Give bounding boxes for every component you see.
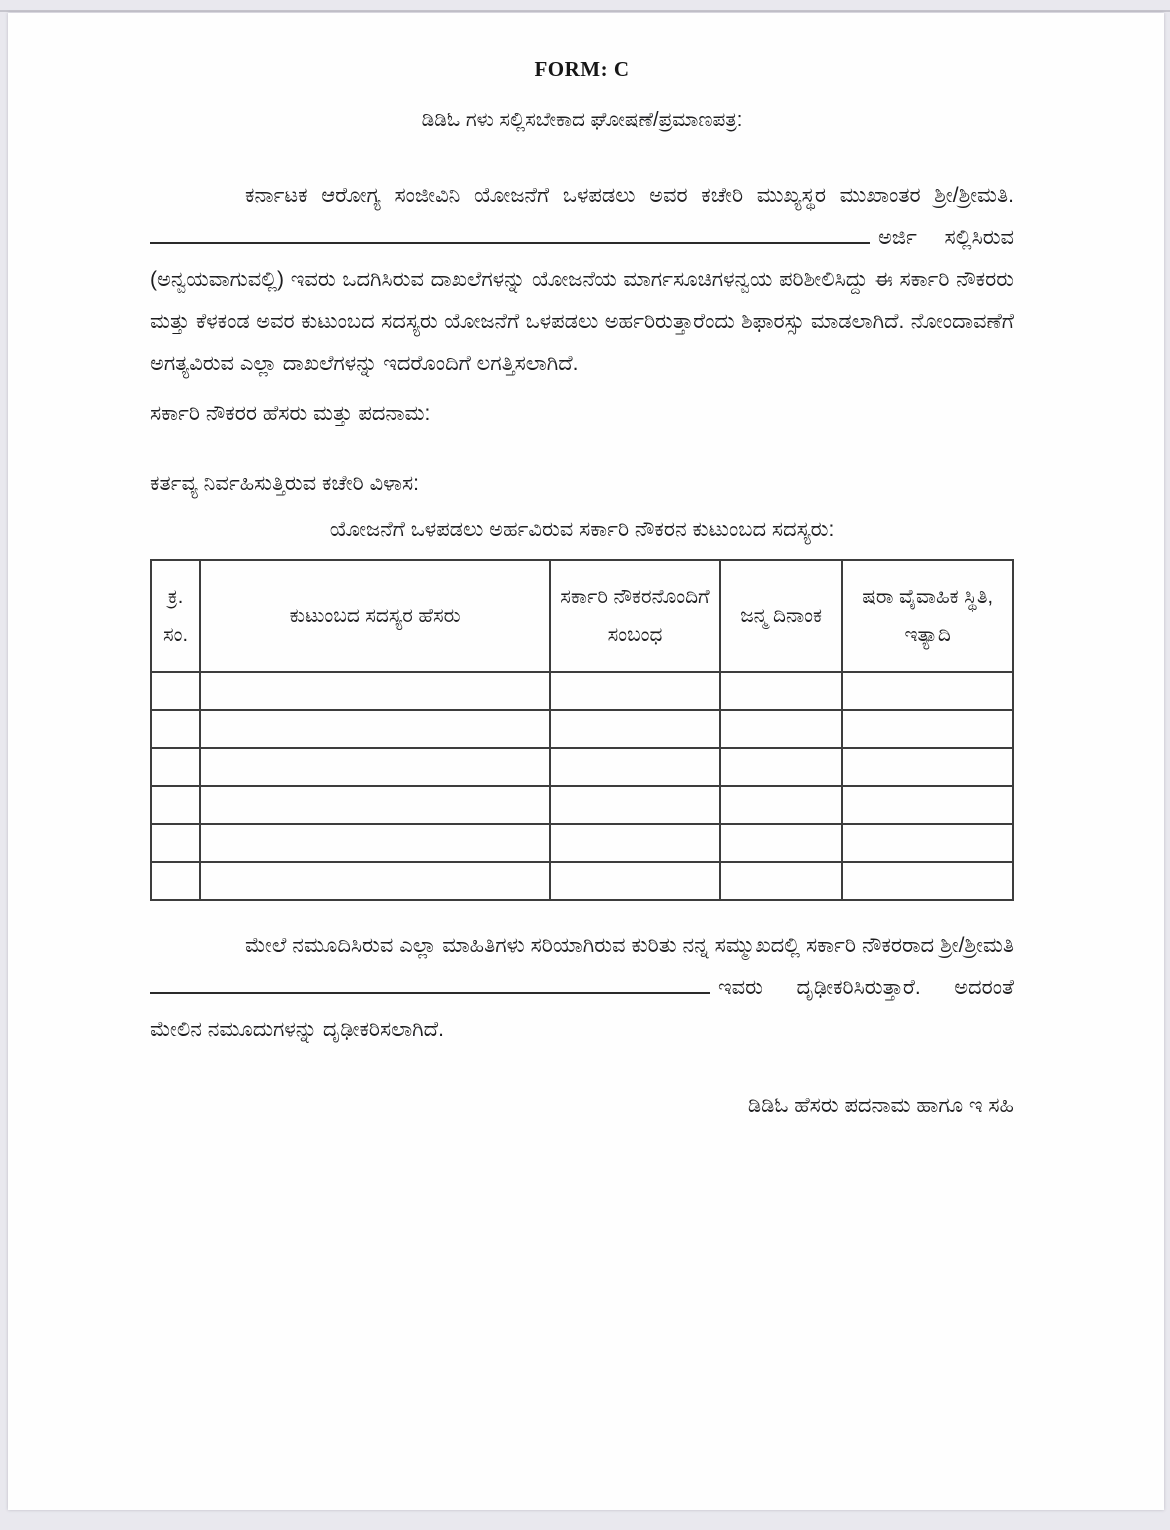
- employee-name-designation-label: ಸರ್ಕಾರಿ ನೌಕರರ ಹೆಸರು ಮತ್ತು ಪದನಾಮ:: [150, 402, 431, 425]
- family-table-cell: [200, 672, 550, 710]
- attestation-paragraph-tail: ಇವರು ದೃಢೀಕರಿಸಿರುತ್ತಾರೆ. ಅದರಂತೆ ಮೇಲಿನ ನಮೂದುಗಳನ್ನು ದೃಢೀಕರಿಸಲಾಗಿದೆ.: [150, 976, 1014, 1041]
- family-table-cell: [720, 862, 842, 900]
- family-table-cell: [720, 786, 842, 824]
- family-table-row: [151, 862, 1013, 900]
- family-table-cell: [842, 672, 1013, 710]
- family-table-cell: [200, 862, 550, 900]
- attestation-paragraph-lead: ಮೇಲೆ ನಮೂದಿಸಿರುವ ಎಲ್ಲಾ ಮಾಹಿತಿಗಳು ಸರಿಯಾಗಿರುವ ಕುರಿತು ನನ್ನ ಸಮ್ಮುಖದಲ್ಲಿ ಸರ್ಕಾರಿ ನೌಕರರಾದ ಶ್ರೀ/ಶ್ರೀಮತಿ: [245, 934, 1014, 957]
- family-table-cell: [550, 824, 720, 862]
- family-table-cell: [151, 748, 200, 786]
- family-table-cell: [842, 824, 1013, 862]
- header-serial-number: ಕ್ರ. ಸಂ.: [151, 560, 200, 672]
- family-table-cell: [720, 748, 842, 786]
- family-members-table: [150, 559, 1014, 901]
- family-table-row: [151, 748, 1013, 786]
- header-date-of-birth: ಜನ್ಮ ದಿನಾಂಕ: [720, 560, 842, 672]
- family-table-cell: [720, 824, 842, 862]
- header-relation: ಸರ್ಕಾರಿ ನೌಕರನೊಂದಿಗೆ ಸಂಬಂಧ: [550, 560, 720, 672]
- family-table-cell: [200, 748, 550, 786]
- header-member-name: ಕುಟುಂಬದ ಸದಸ್ಯರ ಹೆಸರು: [200, 560, 550, 672]
- family-table-caption: ಯೋಜನೆಗೆ ಒಳಪಡಲು ಅರ್ಹವಿರುವ ಸರ್ಕಾರಿ ನೌಕರನ ಕುಟುಂಬದ ಸದಸ್ಯರು:: [329, 518, 835, 541]
- employee-name-blank: [150, 991, 710, 994]
- document-page: [8, 13, 1164, 1510]
- family-table-cell: [550, 786, 720, 824]
- declaration-paragraph-lead: ಕರ್ನಾಟಕ ಆರೋಗ್ಯ ಸಂಜೀವಿನಿ ಯೋಜನೆಗೆ ಒಳಪಡಲು ಅವರ ಕಚೇರಿ ಮುಖ್ಯಸ್ಥರ ಮುಖಾಂತರ ಶ್ರೀ/ಶ್ರೀಮತಿ.: [245, 184, 1014, 207]
- family-table-cell: [720, 672, 842, 710]
- family-table-row: [151, 786, 1013, 824]
- family-table-cell: [550, 672, 720, 710]
- scan-top-edge: [0, 10, 1170, 12]
- family-table-cell: [550, 862, 720, 900]
- family-table-cell: [842, 862, 1013, 900]
- family-table-cell: [842, 748, 1013, 786]
- office-address-label: ಕರ್ತವ್ಯ ನಿರ್ವಹಿಸುತ್ತಿರುವ ಕಚೇರಿ ವಿಳಾಸ:: [150, 472, 419, 495]
- family-table-cell: [720, 710, 842, 748]
- form-subtitle: ಡಿಡಿಓ ಗಳು ಸಲ್ಲಿಸಬೇಕಾದ ಘೋಷಣೆ/ಪ್ರಮಾಣಪತ್ರ:: [421, 109, 743, 131]
- family-table-cell: [151, 786, 200, 824]
- family-table-cell: [842, 710, 1013, 748]
- family-table-cell: [550, 748, 720, 786]
- family-table-cell: [151, 710, 200, 748]
- family-table-row: [151, 672, 1013, 710]
- applicant-name-blank: [150, 241, 870, 244]
- family-table-header-row: [151, 560, 1013, 672]
- declaration-paragraph-tail: ಅರ್ಜಿ ಸಲ್ಲಿಸಿರುವ (ಅನ್ವಯವಾಗುವಲ್ಲಿ) ಇವರು ಒದಗಿಸಿರುವ ದಾಖಲೆಗಳನ್ನು ಯೋಜನೆಯ ಮಾರ್ಗಸೂಚಿಗಳನ್ವಯ ಪರಿಶೀಲಿಸಿದ್ದು ಈ ಸರ್ಕಾರಿ ನೌಕರರು ಮತ್ತು ಕೆಳಕಂಡ ಅವರ ಕುಟುಂಬದ ಸದಸ್ಯರು ಯೋಜನೆಗೆ ಒಳಪಡಲು ಅರ್ಹರಿರುತ್ತಾರೆಂದು ಶಿಫಾರಸ್ಸು ಮಾಡಲಾಗಿದೆ. ನೋಂದಾವಣೆಗೆ ಅಗತ್ಯವಿರುವ ಎಲ್ಲಾ ದಾಖಲೆಗಳನ್ನು ಇದರೊಂದಿಗೆ ಲಗತ್ತಿಸಲಾಗಿದೆ.: [150, 226, 1014, 375]
- family-table-row: [151, 824, 1013, 862]
- declaration-paragraph: [150, 175, 1014, 385]
- header-remarks-marital-status: ಷರಾ ವೈವಾಹಿಕ ಸ್ಥಿತಿ, ಇತ್ಯಾದಿ: [842, 560, 1013, 672]
- family-table-cell: [200, 710, 550, 748]
- ddo-signature-line: ಡಿಡಿಓ ಹೆಸರು ಪದನಾಮ ಹಾಗೂ ಇ ಸಹಿ: [747, 1094, 1014, 1117]
- family-table-row: [151, 710, 1013, 748]
- family-table-cell: [550, 710, 720, 748]
- family-table-cell: [151, 862, 200, 900]
- attestation-paragraph: [150, 925, 1014, 1051]
- family-table-cell: [842, 786, 1013, 824]
- family-table-body: [151, 672, 1013, 900]
- family-table-cell: [151, 824, 200, 862]
- family-table-cell: [200, 824, 550, 862]
- family-table-cell: [200, 786, 550, 824]
- family-table-cell: [151, 672, 200, 710]
- form-title: FORM: C: [534, 57, 630, 81]
